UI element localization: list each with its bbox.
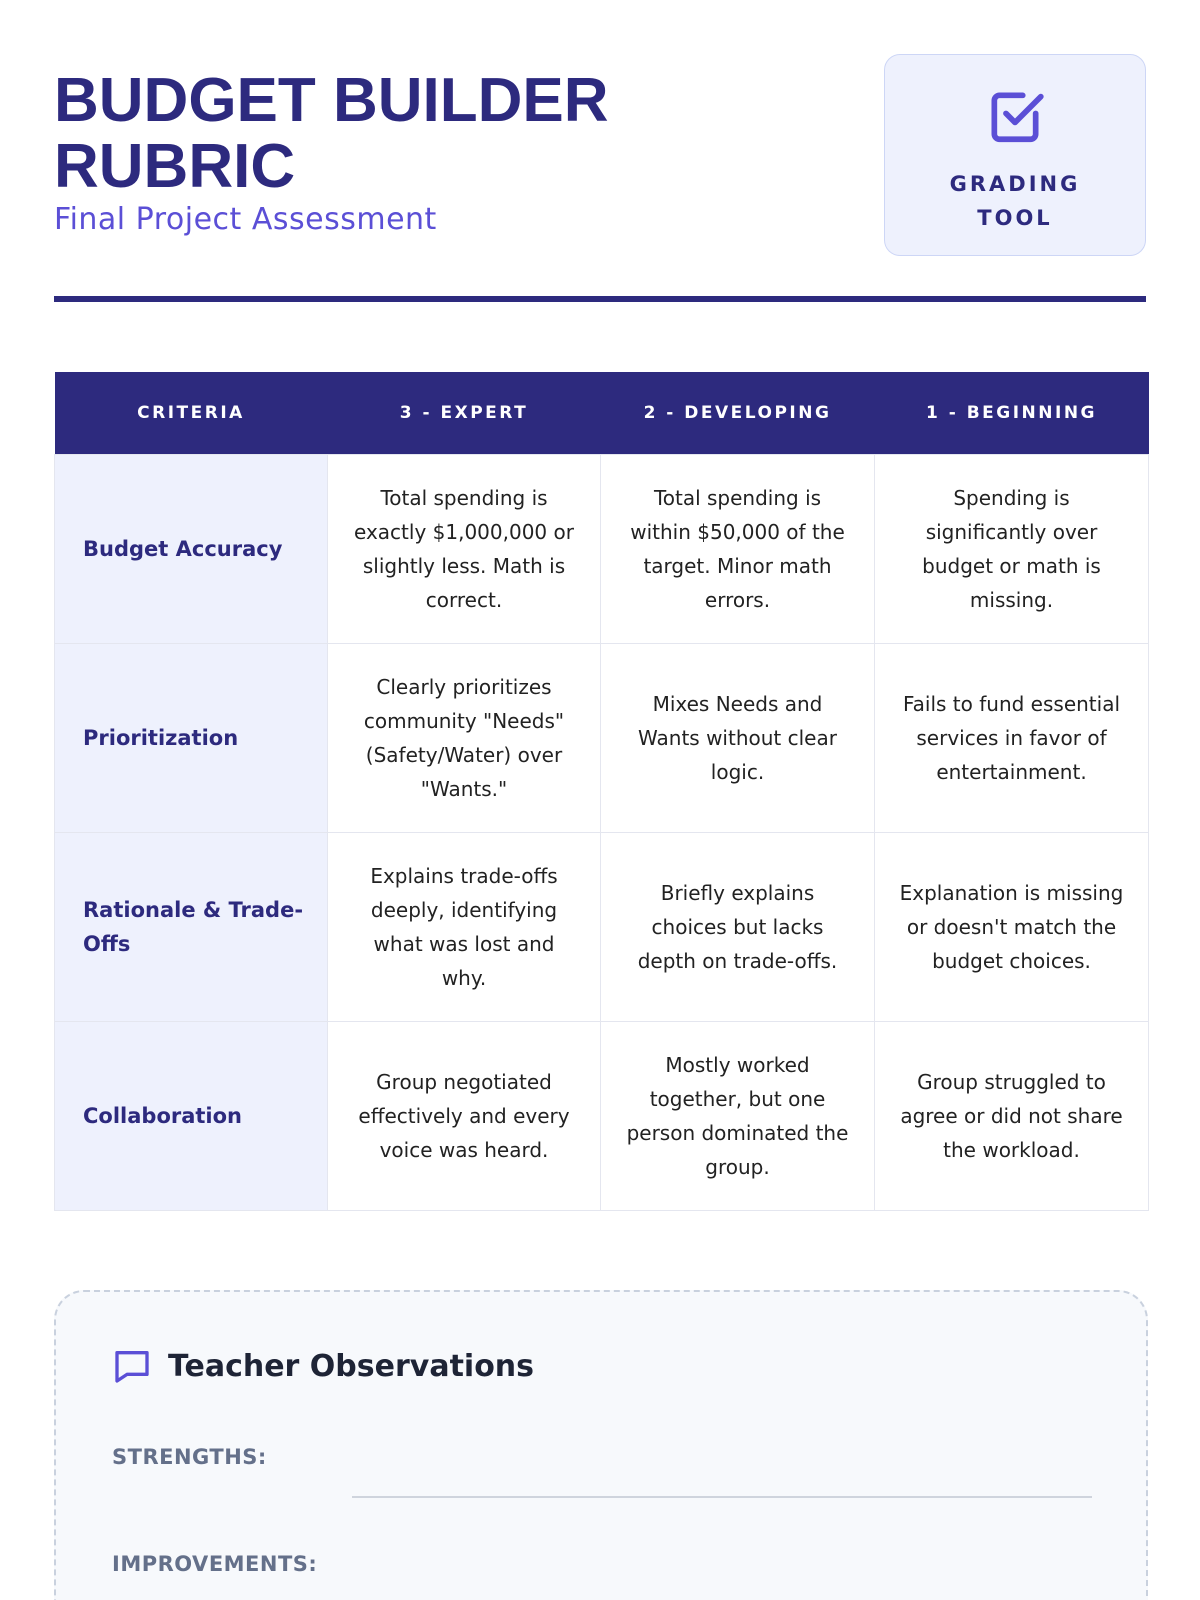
beginning-cell: Explanation is missing or doesn't match the budget choices. xyxy=(875,832,1149,1021)
table-row xyxy=(55,832,1149,1021)
table-row xyxy=(55,454,1149,643)
expert-cell: Clearly prioritizes community "Needs" (Safety/Water) over "Wants." xyxy=(328,643,601,832)
column-header-beginning: 1 - BEGINNING xyxy=(875,372,1149,454)
criteria-cell: Prioritization xyxy=(55,643,328,832)
criteria-cell: Budget Accuracy xyxy=(55,454,328,643)
badge-label: GRADING TOOL xyxy=(949,172,1081,230)
beginning-cell: Spending is significantly over budget or math is missing. xyxy=(875,454,1149,643)
checkbox-icon xyxy=(984,85,1046,147)
developing-cell: Briefly explains choices but lacks depth on trade-offs. xyxy=(601,832,875,1021)
rubric-header-row xyxy=(55,372,1149,454)
expert-cell: Total spending is exactly $1,000,000 or slightly less. Math is correct. xyxy=(328,454,601,643)
expert-cell: Explains trade-offs deeply, identifying what was lost and why. xyxy=(328,832,601,1021)
page-title: BUDGET BUILDER RUBRIC xyxy=(54,66,609,201)
chat-bubble-icon xyxy=(112,1346,152,1386)
column-header-developing: 2 - DEVELOPING xyxy=(601,372,875,454)
developing-cell: Total spending is within $50,000 of the target. Minor math errors. xyxy=(601,454,875,643)
criteria-cell: Rationale & Trade-Offs xyxy=(55,832,328,1021)
beginning-cell: Fails to fund essential services in favor of entertainment. xyxy=(875,643,1149,832)
page-subtitle: Final Project Assessment xyxy=(54,202,437,237)
observations-title: Teacher Observations xyxy=(168,1348,535,1384)
strengths-write-line[interactable] xyxy=(352,1496,1092,1498)
strengths-label: STRENGTHS: xyxy=(112,1445,267,1469)
developing-cell: Mostly worked together, but one person dominated the group. xyxy=(601,1021,875,1210)
rubric-table xyxy=(54,372,1149,1211)
observations-heading xyxy=(112,1344,534,1388)
page-header xyxy=(54,0,1146,302)
grading-tool-badge xyxy=(884,54,1146,256)
table-row xyxy=(55,643,1149,832)
column-header-criteria: CRITERIA xyxy=(55,372,328,454)
column-header-expert: 3 - EXPERT xyxy=(328,372,601,454)
improvements-label: IMPROVEMENTS: xyxy=(112,1552,318,1576)
beginning-cell: Group struggled to agree or did not share the workload. xyxy=(875,1021,1149,1210)
expert-cell: Group negotiated effectively and every voice was heard. xyxy=(328,1021,601,1210)
teacher-observations-panel xyxy=(54,1290,1148,1600)
developing-cell: Mixes Needs and Wants without clear logic. xyxy=(601,643,875,832)
table-row xyxy=(55,1021,1149,1210)
criteria-cell: Collaboration xyxy=(55,1021,328,1210)
